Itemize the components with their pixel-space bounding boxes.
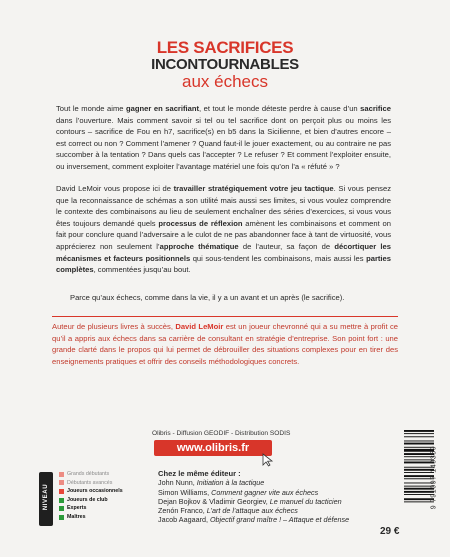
description-paragraph: David LeMoir vous propose ici de travailler stratégiquement votre jeu tactique. Si vous pensez que la reconnaissance de schémas a son utilité mais aussi ses limites, si vous voulez comprendre le contexte des combinaisons au lieu de seulement enchaîner des séries d’exercices, si vous vous êtes toujours demandé quels processus de réflexion amènent les combinaisons et comment on fait pour conclure quand l’adversaire a le culot de ne pas abandonner face à tant de virtuosité, vous apprécierez non seulement l’approche thématique de l’auteur, sa façon de décortiquer les mécanismes et facteurs positionnels qui sous-tendent les combinaisons, mais aussi les parties complètes, commentées jusqu’au bout. xyxy=(56,184,391,275)
book-item: Jacob Aagaard, Objectif grand maître ! – Attaque et défense xyxy=(158,515,350,525)
level-square-icon xyxy=(59,506,64,511)
level-label: Débutants avancés xyxy=(67,479,113,486)
distribution-line: Olibris - Diffusion GEODIF - Distribution SODIS xyxy=(152,430,291,437)
author-bio: Auteur de plusieurs livres à succès, David LeMoir est un joueur chevronné qui a su mettre à profit ce qu’il a appris aux échecs dans sa carrière de consultant en stratégie d’entreprise. Son point fort : une grande clarté dans le propos qui lui permet de débrouiller des situations complexes pour en tirer des enseignements pratiques et offrir des conseils méthodologiques concrets. xyxy=(52,316,398,367)
book-item: Zenón Franco, L’art de l’attaque aux échecs xyxy=(158,506,298,516)
title-line-1: LES SACRIFICES xyxy=(156,38,294,57)
level-item xyxy=(59,504,123,513)
level-item xyxy=(59,479,123,488)
intro-paragraph: Tout le monde aime gagner en sacrifiant, et tout le monde déteste perdre à cause d’un sacrifice dans l’ouverture. Mais comment savoir si tel ou tel sacrifice dont on perçoit plus ou moins les contours – sacrifice de Fou en h7, sacrifice(s) en b5 dans la Sicilienne, et bien d’autres encore – est correct ou non ? Comment l’amener ? Quand faut-il le jouer exactement, ou au contraire ne pas succomber à la tentation ? Dans quels cas l’accepter ? Le refuser ? Et comment l’exploiter ensuite, ou inversement, comment exploiter l’avantage matériel une fois qu’on l’a « réfuté » ? xyxy=(56,104,391,171)
price: 29 € xyxy=(380,526,400,537)
level-list xyxy=(59,470,123,522)
book-item: Dejan Bojkov & Vladimir Georgiev, Le manuel du tacticien xyxy=(158,496,342,506)
level-square-icon xyxy=(59,515,64,520)
level-label: Joueurs occasionnels xyxy=(67,488,123,495)
level-label: Experts xyxy=(67,505,87,512)
level-indicator xyxy=(39,468,121,530)
isbn-number: 9 791097 140359 xyxy=(430,445,438,510)
level-label: Maîtres xyxy=(67,513,86,520)
level-item xyxy=(59,496,123,505)
cursor-arrow-icon xyxy=(262,453,274,467)
title-line-3: aux échecs xyxy=(182,72,268,91)
title-line-2: INCONTOURNABLES xyxy=(151,56,299,73)
level-square-icon xyxy=(59,480,64,485)
level-item xyxy=(59,470,123,479)
same-publisher-heading: Chez le même éditeur : xyxy=(158,469,241,478)
level-square-icon xyxy=(59,498,64,503)
level-item xyxy=(59,487,123,496)
closing-paragraph: Parce qu’aux échecs, comme dans la vie, il y a un avant et un après (le sacrifice). xyxy=(70,293,345,302)
book-item: Simon Williams, Comment gagner vite aux échecs xyxy=(158,487,319,497)
level-label: Joueurs de club xyxy=(67,496,108,503)
level-item xyxy=(59,513,123,522)
website-link[interactable]: www.olibris.fr xyxy=(154,440,272,456)
barcode xyxy=(404,428,434,536)
same-publisher-block xyxy=(158,469,349,525)
level-label: Grands débutants xyxy=(67,471,110,477)
level-square-icon xyxy=(59,489,64,494)
level-badge: NIVEAU xyxy=(39,472,53,526)
level-square-icon xyxy=(59,472,64,477)
book-item: John Nunn, Initiation à la tactique xyxy=(158,478,265,488)
